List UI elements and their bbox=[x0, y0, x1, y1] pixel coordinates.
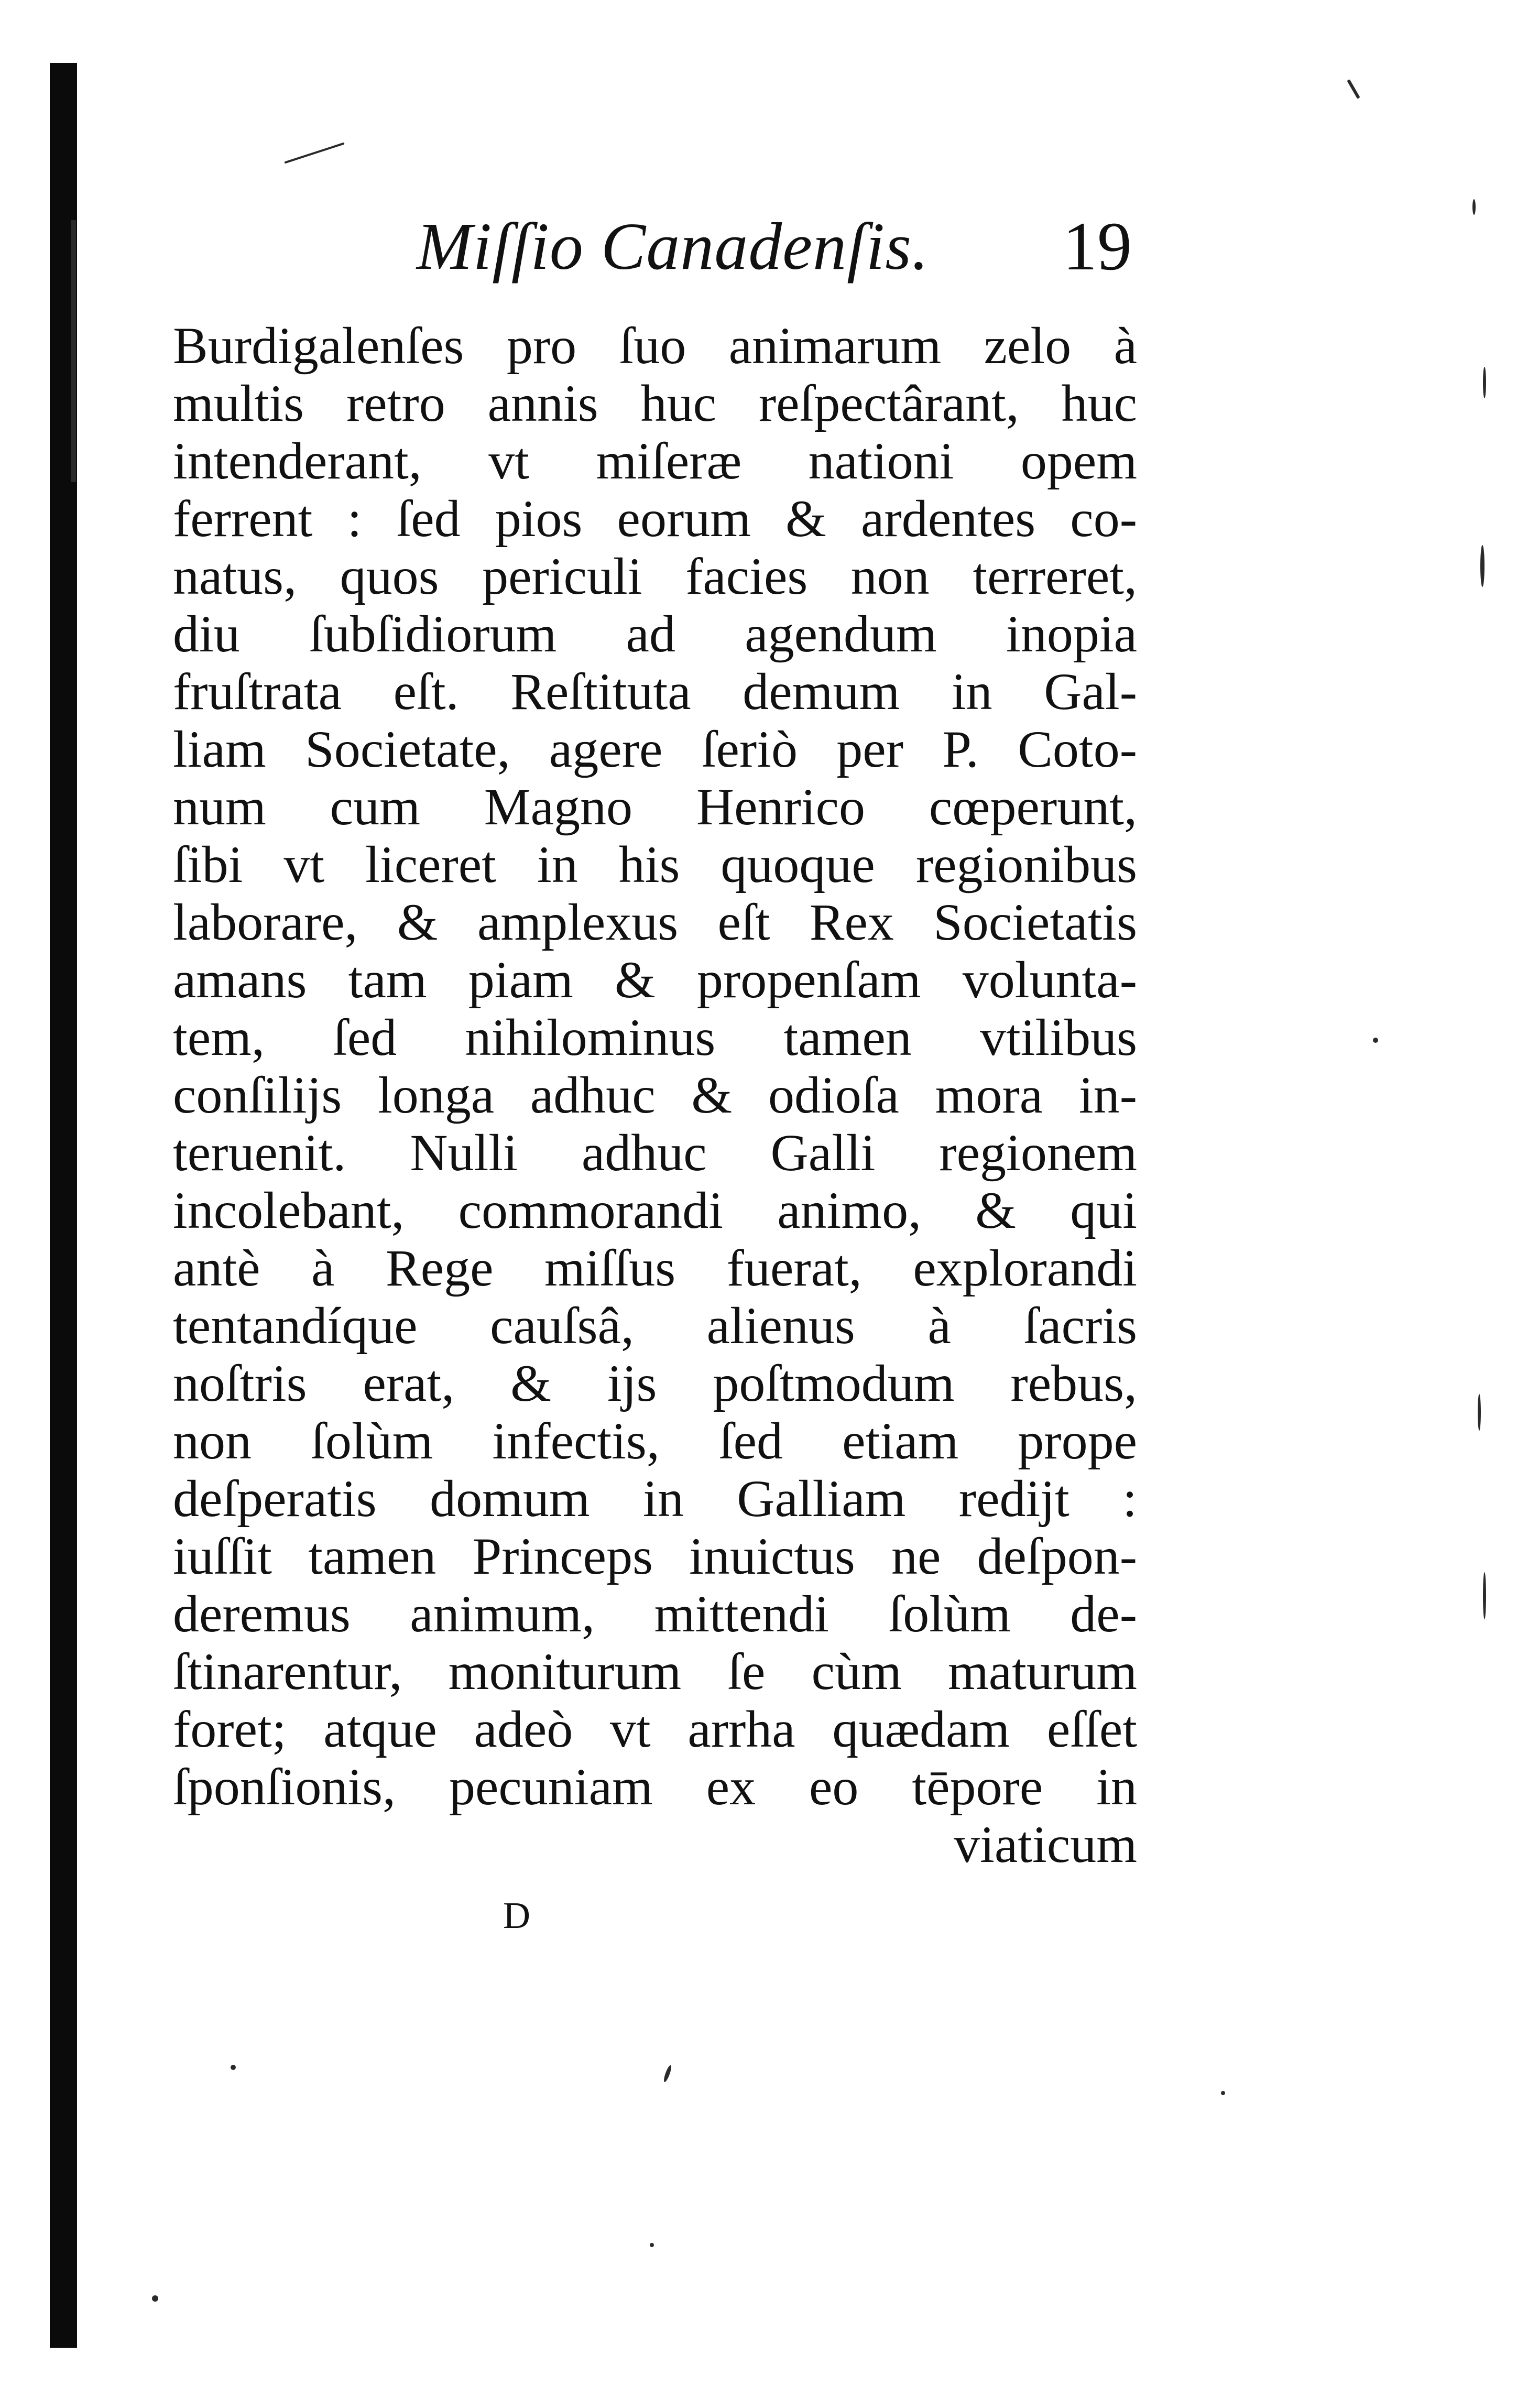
text-line: ſponſionis, pecuniam ex eo tēpore in bbox=[173, 1758, 1137, 1816]
text-line: fruſtrata eſt. Reſtituta demum in Gal- bbox=[173, 663, 1137, 721]
text-line: intenderant, vt miſeræ nationi opem bbox=[173, 432, 1137, 490]
text-line: conſilijs longa adhuc & odioſa mora in- bbox=[173, 1066, 1137, 1124]
text-line: antè à Rege miſſus fuerat, explorandi bbox=[173, 1239, 1137, 1297]
catchword: viaticum bbox=[954, 1816, 1137, 1873]
text-line: deremus animum, mittendi ſolùm de- bbox=[173, 1585, 1137, 1643]
text-line: teruenit. Nulli adhuc Galli regionem bbox=[173, 1124, 1137, 1182]
text-line: amans tam piam & propenſam volunta- bbox=[173, 951, 1137, 1009]
text-line: foret; atque adeò vt arrha quædam eſſet bbox=[173, 1701, 1137, 1758]
text-line: multis retro annis huc reſpectârant, huc bbox=[173, 375, 1137, 432]
paper-speck bbox=[1480, 545, 1485, 587]
binding-shadow bbox=[71, 220, 76, 482]
paper-speck bbox=[284, 143, 344, 164]
paper-speck bbox=[1483, 367, 1486, 398]
paper-speck bbox=[1373, 1038, 1378, 1043]
text-line: tentandíque cauſsâ, alienus à ſacris bbox=[173, 1297, 1137, 1355]
paper-speck bbox=[152, 2295, 158, 2302]
text-line: num cum Magno Henrico cœperunt, bbox=[173, 778, 1137, 836]
paper-speck bbox=[1221, 2091, 1225, 2095]
text-line: liam Societate, agere ſeriò per P. Coto- bbox=[173, 721, 1137, 778]
text-line: tem, ſed nihilominus tamen vtilibus bbox=[173, 1009, 1137, 1066]
text-line: deſperatis domum in Galliam redijt : bbox=[173, 1470, 1137, 1528]
paper-speck bbox=[1483, 1572, 1486, 1619]
text-line: ſtinarentur, moniturum ſe cùm maturum bbox=[173, 1643, 1137, 1701]
paper-speck bbox=[662, 2065, 672, 2083]
text-line: laborare, & amplexus eſt Rex Societatis bbox=[173, 894, 1137, 951]
text-line: non ſolùm infectis, ſed etiam prope bbox=[173, 1412, 1137, 1470]
text-line: noſtris erat, & ijs poſtmodum rebus, bbox=[173, 1355, 1137, 1412]
page-number: 19 bbox=[1063, 208, 1132, 285]
paper-speck bbox=[1478, 1394, 1481, 1431]
text-line: natus, quos periculi facies non terreret, bbox=[173, 548, 1137, 605]
paper-speck bbox=[231, 2065, 236, 2070]
body-text bbox=[173, 317, 1137, 1873]
running-title: Miſſio Canadenſis. bbox=[417, 209, 929, 284]
text-line: Burdigalenſes pro ſuo animarum zelo à bbox=[173, 317, 1137, 375]
paper-speck bbox=[1472, 199, 1476, 215]
paper-speck bbox=[650, 2243, 654, 2247]
paper-speck bbox=[1347, 79, 1360, 99]
signature-mark: D bbox=[503, 1894, 530, 1936]
running-head bbox=[178, 199, 1132, 293]
text-line: ſibi vt liceret in his quoque regionibus bbox=[173, 836, 1137, 894]
text-line: incolebant, commorandi animo, & qui bbox=[173, 1182, 1137, 1239]
text-line: iuſſit tamen Princeps inuictus ne deſpon- bbox=[173, 1528, 1137, 1585]
text-line: ferrent : ſed pios eorum & ardentes co- bbox=[173, 490, 1137, 548]
text-line: diu ſubſidiorum ad agendum inopia bbox=[173, 605, 1137, 663]
